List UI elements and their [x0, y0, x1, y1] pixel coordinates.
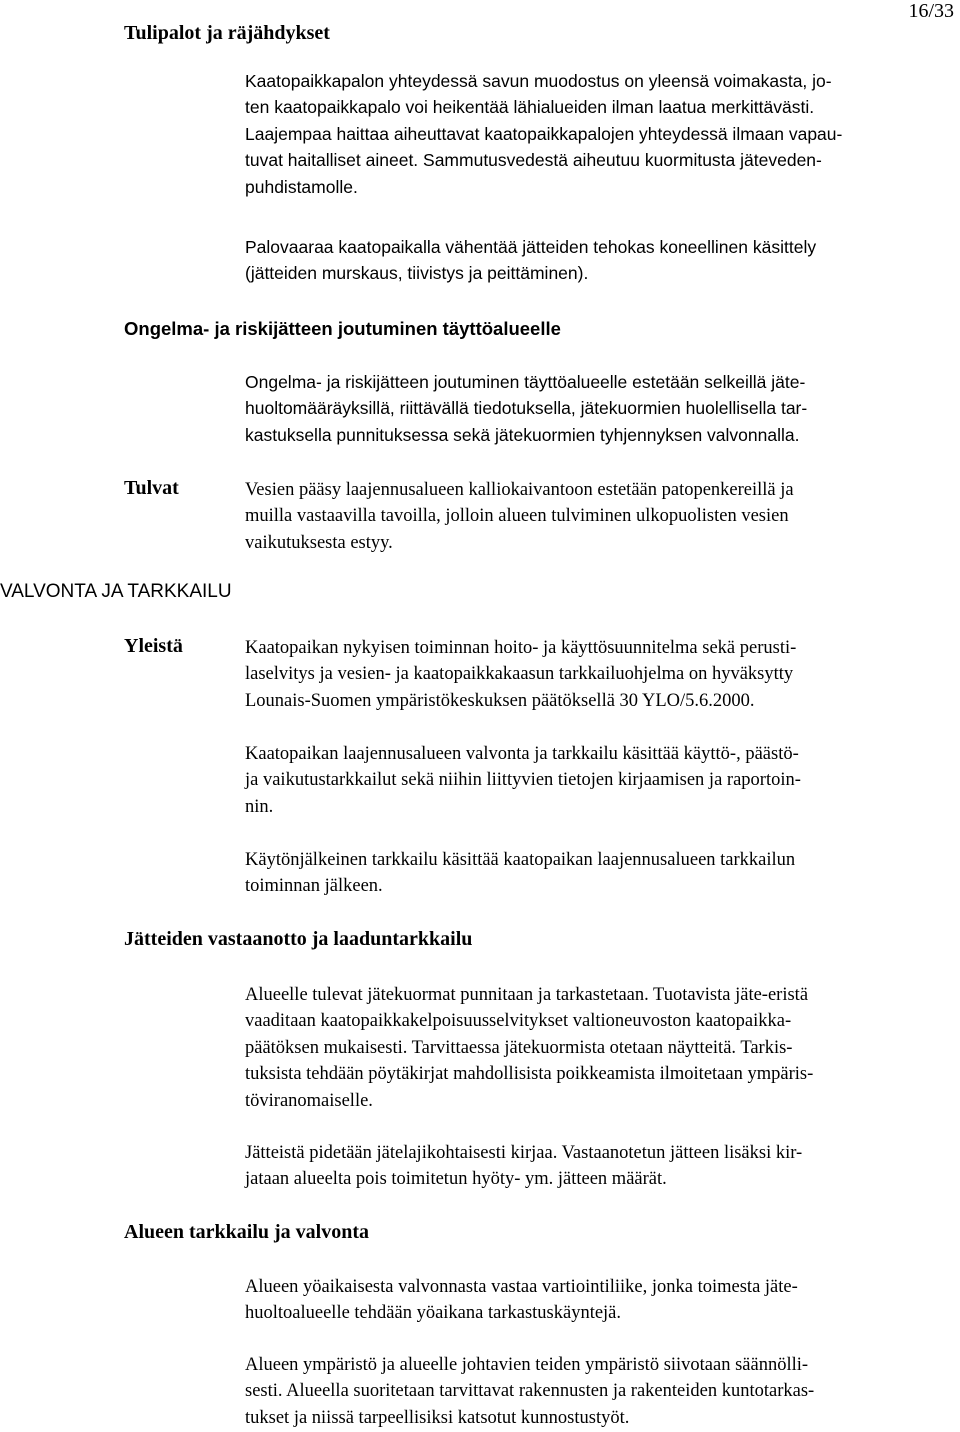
- general-paragraph-2: Kaatopaikan laajennusalueen valvonta ja tarkkailu käsittää käyttö-, päästö- ja vaikutustarkkailut sekä niihin liittyvien tietojen kirjaamisen ja raportoin- nin.: [245, 744, 801, 817]
- fires-paragraph-2: Palovaaraa kaatopaikalla vähentää jätteiden tehokas koneellinen käsittely (jätteiden murskaus, tiivistys ja peittäminen).: [245, 237, 817, 284]
- monitoring-section-title: VALVONTA JA TARKKAILU: [0, 581, 232, 602]
- page-number: 16/33: [908, 0, 954, 22]
- hazardous-waste-heading: Ongelma- ja riskijätteen joutuminen täyttöalueelle: [124, 318, 561, 339]
- area-monitoring-paragraph-1: Alueen yöaikaisesta valvonnasta vastaa vartiointiliike, jonka toimesta jäte- huoltoalueelle tehdään yöaikana tarkastuskäyntejä.: [245, 1277, 798, 1324]
- waste-reception-heading: Jätteiden vastaanotto ja laaduntarkkailu: [124, 928, 473, 950]
- floods-paragraph: Vesien pääsy laajennusalueen kalliokaivantoon estetään patopenkereillä ja muilla vastaavilla tavoilla, jolloin alueen tulviminen ulkopuolisten vesien vaikutuksesta estyy.: [245, 480, 794, 553]
- general-paragraph-1: Kaatopaikan nykyisen toiminnan hoito- ja käyttösuunnitelma sekä perusti- laselvitys ja vesien- ja kaatopaikkakaasun tarkkailuohjelma on hyväksytty Lounais-Suomen ympäristökeskuksen päätöksellä 30 YLO/5.6.2000.: [245, 638, 797, 711]
- area-monitoring-paragraph-2: Alueen ympäristö ja alueelle johtavien teiden ympäristö siivotaan säännölli- sesti. Alueella suoritetaan tarvittavat rakennusten ja rakenteiden kuntotarkas- tukset ja niissä tarpeellisiksi katsotut kunnostustyöt.: [245, 1355, 815, 1428]
- page-header-title: Tulipalot ja räjähdykset: [124, 22, 330, 44]
- waste-reception-paragraph-1: Alueelle tulevat jätekuormat punnitaan ja tarkastetaan. Tuotavista jäte-eristä vaaditaan kaatopaikkakelpoisuusselvitykset valtioneuvoston kaatopaikka- päätöksen mukaisesti. Tarvittaessa jätekuormista otetaan näytteitä. Tarkis- tuksista tehdään pöytäkirjat mahdollisista poikkeamista ilmoitetaan ympäris- töviranomaiselle.: [245, 985, 814, 1111]
- area-monitoring-heading: Alueen tarkkailu ja valvonta: [124, 1221, 370, 1243]
- hazardous-waste-paragraph: Ongelma- ja riskijätteen joutuminen täyttöalueelle estetään selkeillä jäte- huoltomääräyksillä, riittävällä tiedotuksella, jätekuormien huolellisella tar- kastuksella punnituksessa sekä jätekuormien tyhjennyksen valvonnalla.: [245, 372, 808, 445]
- general-paragraph-3: Käytönjälkeinen tarkkailu käsittää kaatopaikan laajennusalueen tarkkailun toiminnan jälkeen.: [245, 850, 796, 897]
- general-label: Yleistä: [124, 635, 183, 657]
- floods-label: Tulvat: [124, 477, 179, 499]
- fires-paragraph-1: Kaatopaikkapalon yhteydessä savun muodostus on yleensä voimakasta, jo- ten kaatopaikkapalo voi heikentää lähialueiden ilman laatua merkittävästi. Laajempaa haittaa aiheuttavat kaatopaikkapalojen yhteydessä ilmaan vapau- tuvat haitalliset aineet. Sammutusvedestä aiheutuu kuormitusta jäteveden- puhdistamolle.: [245, 71, 843, 197]
- waste-reception-paragraph-2: Jätteistä pidetään jätelajikohtaisesti kirjaa. Vastaanotetun jätteen lisäksi kir- jataan alueelta pois toimitetun hyöty- ym. jätteen määrät.: [245, 1143, 803, 1190]
